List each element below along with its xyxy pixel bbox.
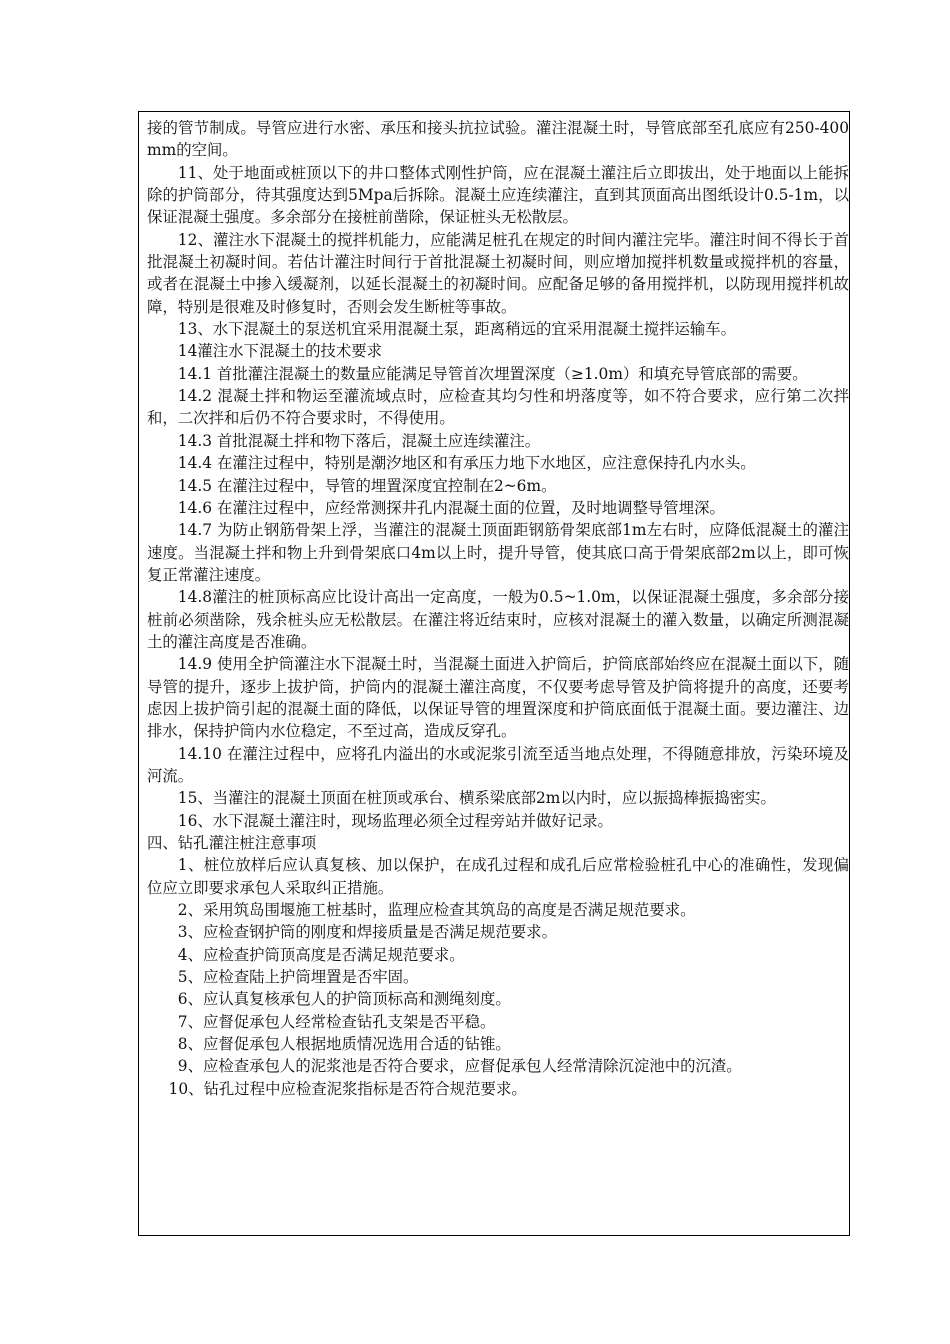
list-item-4: 4、应检查护筒顶高度是否满足规范要求。 [177, 945, 465, 964]
list-item-2: 2、采用筑岛围堰施工桩基时，监理应检查其筑岛的高度是否满足规范要求。 [177, 901, 696, 920]
section-heading-4: 四、钻孔灌注桩注意事项 [147, 834, 317, 852]
paragraph-item-14-1: 14.1 首批灌注混凝土的数量应能满足导管首次埋置深度（≥1.0m）和填充导管底部的需要。 [177, 364, 808, 383]
paragraph-item-14-5: 14.5 在灌注过程中，导管的埋置深度宜控制在2~6m。 [177, 476, 557, 495]
list-item-9: 9、应检查承包人的泥浆池是否符合要求，应督促承包人经常清除沉淀池中的沉渣。 [177, 1057, 742, 1076]
paragraph-item-13: 13、水下混凝土的泵送机宜采用混凝土泵，距离稍远的宜采用混凝土搅拌运输车。 [177, 320, 737, 339]
paragraph-conduit-continuation: 接的管节制成。导管应进行水密、承压和接头抗拉试验。灌注混凝土时，导管底部至孔底应有250-400mm的空间。 [147, 119, 849, 160]
list-item-3: 3、应检查钢护筒的刚度和焊接质量是否满足规范要求。 [177, 923, 557, 942]
paragraph-item-14-4: 14.4 在灌注过程中，特别是潮汐地区和有承压力地下水地区，应注意保持孔内水头。 [177, 454, 756, 473]
paragraph-item-14-6: 14.6 在灌注过程中，应经常测探井孔内混凝土面的位置，及时地调整导管埋深。 [177, 498, 725, 517]
paragraph-item-14-2: 14.2 混凝土拌和物运至灌流域点时，应检查其均匀性和坍落度等，如不符合要求，应行第二次拌和，二次拌和后仍不符合要求时，不得使用。 [147, 387, 849, 428]
list-item-7: 7、应督促承包人经常检查钻孔支架是否平稳。 [177, 1012, 496, 1031]
list-item-5: 5、应检查陆上护筒埋置是否牢固。 [177, 968, 419, 987]
section-heading-14: 14灌注水下混凝土的技术要求 [177, 342, 383, 361]
document-frame [138, 111, 850, 1236]
paragraph-item-14-10: 14.10 在灌注过程中，应将孔内溢出的水或泥浆引流至适当地点处理，不得随意排放，污染环境及河流。 [147, 744, 849, 785]
list-item-10: 10、钻孔过程中应检查泥浆指标是否符合规范要求。 [168, 1079, 527, 1098]
paragraph-item-14-8: 14.8灌注的桩顶标高应比设计高出一定高度，一般为0.5~1.0m，以保证混凝土强度，多余部分接桩前必须凿除，残余桩头应无松散层。在灌注将近结束时，应核对混凝土的灌入数量，以确定所测混凝土的灌注高度是否准确。 [147, 588, 849, 651]
list-item-6: 6、应认真复核承包人的护筒顶标高和测绳刻度。 [177, 990, 511, 1009]
paragraph-item-14-9: 14.9 使用全护筒灌注水下混凝土时，当混凝土面进入护筒后，护筒底部始终应在混凝土面以下，随导管的提升，逐步上拔护筒，护筒内的混凝土灌注高度，不仅要考虑导管及护筒将提升的高度，还要考虑因上拔护筒引起的混凝土面的降低，以保证导管的埋置深度和护筒底面低于混凝土面。要边灌注、边排水，保持护筒内水位稳定，不至过高，造成反穿孔。 [147, 655, 849, 741]
paragraph-item-16: 16、水下混凝土灌注时，现场监理必须全过程旁站并做好记录。 [177, 811, 613, 830]
list-item-1: 1、桩位放样后应认真复核、加以保护，在成孔过程和成孔后应常检验桩孔中心的准确性，发现偏位应立即要求承包人采取纠正措施。 [147, 856, 849, 897]
paragraph-item-11: 11、处于地面或桩顶以下的井口整体式刚性护筒，应在混凝土灌注后立即拔出，处于地面以上能拆除的护筒部分，待其强度达到5Mpa后拆除。混凝土应连续灌注，直到其顶面高出图纸设计0.5-1m，以保证混凝土强度。多余部分在接桩前凿除，保证桩头无松散层。 [147, 163, 849, 227]
paragraph-item-14-3: 14.3 首批混凝土拌和物下落后，混凝土应连续灌注。 [177, 431, 541, 450]
paragraph-item-14-7: 14.7 为防止钢筋骨架上浮，当灌注的混凝土顶面距钢筋骨架底部1m左右时，应降低混凝土的灌注速度。当混凝土拌和物上升到骨架底口4m以上时，提升导管，使其底口高于骨架底部2m以上，即可恢复正常灌注速度。 [147, 521, 849, 584]
paragraph-item-12: 12、灌注水下混凝土的搅拌机能力，应能满足桩孔在规定的时间内灌注完毕。灌注时间不得长于首批混凝土初凝时间。若估计灌注时间行于首批混凝土初凝时间，则应增加搅拌机数量或搅拌机的容量，或者在混凝土中掺入缓凝剂，以延长混凝土的初凝时间。应配备足够的备用搅拌机，以防现用搅拌机故障，特别是很难及时修复时，否则会发生断桩等事故。 [147, 230, 849, 316]
list-item-8: 8、应督促承包人根据地质情况选用合适的钻锥。 [177, 1035, 511, 1054]
document-body [147, 117, 849, 1100]
paragraph-item-15: 15、当灌注的混凝土顶面在桩顶或承台、横系梁底部2m以内时，应以振捣棒振捣密实。 [177, 789, 776, 808]
